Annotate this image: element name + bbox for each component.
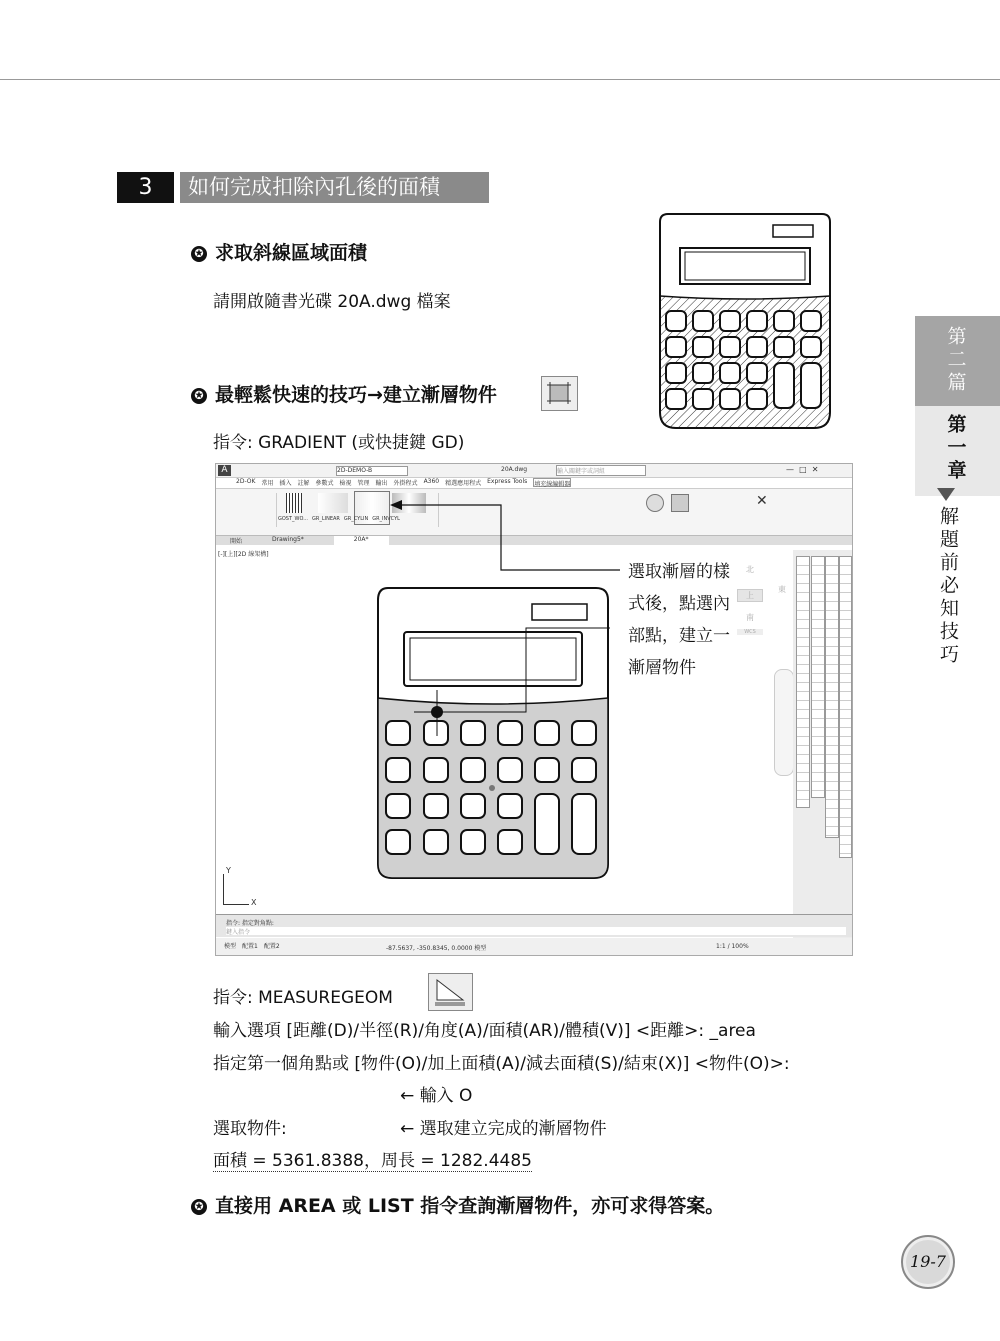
annotation-scale[interactable]: 1:1 / 100% [716, 943, 749, 950]
input-options-line: 輸入選項 [距離(D)/半徑(R)/角度(A)/面積(AR)/體積(V)] <距離>: _area [213, 1021, 756, 1041]
input-o-note: ← 輸入 O [400, 1086, 473, 1106]
select-objects-label: 選取物件: [213, 1119, 287, 1139]
heading-area-text: 求取斜線區域面積 [215, 242, 368, 264]
side-tab-part [915, 316, 1000, 406]
ribbon-tab[interactable]: 2D-OK [236, 478, 256, 485]
document-title: 20A.dwg [501, 466, 528, 473]
command-input[interactable]: 鍵入指令 [226, 927, 846, 935]
pattern-label: GR_LINEAR [311, 516, 340, 522]
ribbon-tab-active[interactable]: 填充線編輯器 [533, 478, 571, 487]
object-snap-toolbar[interactable] [825, 556, 839, 838]
viewcube-east: 東 [778, 585, 786, 594]
gradient-icon [541, 376, 578, 411]
dimension-toolbar[interactable] [839, 556, 852, 858]
ribbon-tab[interactable]: 管理 [357, 480, 370, 487]
ucs-x-label: X [251, 898, 257, 907]
ribbon-tab[interactable]: 檢視 [339, 480, 352, 487]
callout-line: 選取漸層的樣 [628, 562, 730, 582]
coordinate-readout: -87.5637, -350.8345, 0.0000 模型 [386, 945, 487, 952]
command-history: 指令: 指定對角點: [226, 920, 274, 927]
ribbon-tab[interactable]: 插入 [279, 480, 292, 487]
layout-tabs [224, 941, 280, 950]
heading-area-list-text: 直接用 AREA 或 LIST 指令查詢漸層物件，亦可求得答案。 [215, 1195, 725, 1217]
window-controls[interactable]: — □ ✕ [786, 465, 819, 474]
ribbon-tab[interactable]: A360 [423, 478, 440, 485]
open-file-line: 請開啟隨書光碟 20A.dwg 檔案 [213, 292, 451, 312]
heading-gradient-tip [191, 380, 497, 407]
viewcube-north: 北 [746, 565, 754, 574]
workspace-select-label: 2D-DEMO-B [337, 467, 373, 474]
corner-prompt-line: 指定第一個角點或 [物件(O)/加上面積(A)/減去面積(S)/結束(X)] <物件(O)>: [213, 1054, 790, 1074]
section-title: 如何完成扣除內孔後的面積 [180, 172, 489, 203]
area-result: 面積 = 5361.8388，周長 = 1282.4485 [213, 1146, 532, 1172]
star-bullet-icon: ✪ [191, 1199, 207, 1215]
callout-line: 式後，點選內 [628, 594, 730, 614]
callout-annotation [626, 556, 732, 684]
pattern-swatch-linear[interactable] [318, 493, 348, 513]
pattern-label: GR_CYLIN [343, 516, 369, 522]
star-bullet-icon: ✪ [191, 388, 207, 404]
ribbon-tab[interactable]: Express Tools [487, 478, 528, 485]
ribbon-tab[interactable]: 參數式 [315, 480, 334, 487]
side-tab-chapter-text: 第一章 [944, 414, 967, 483]
ribbon-tab[interactable]: 註解 [297, 480, 310, 487]
workspace-select[interactable] [336, 466, 408, 476]
viewcube-south: 南 [746, 613, 754, 622]
pattern-swatch-gost[interactable] [286, 493, 302, 513]
title-bar [216, 464, 852, 478]
callout-line: 漸層物件 [628, 658, 696, 678]
select-gradient-note: ← 選取建立完成的漸層物件 [400, 1119, 607, 1139]
side-tab-chapter [915, 406, 1000, 496]
ucs-x-axis [223, 904, 249, 905]
viewcube-wcs: WCS [737, 629, 763, 635]
app-menu-button[interactable]: A [218, 465, 231, 476]
ribbon-tab[interactable]: 精選應用程式 [445, 480, 482, 487]
ucs-y-axis [223, 874, 224, 904]
heading-area [191, 238, 367, 265]
section-number: 3 [117, 172, 174, 203]
ribbon-tabs [236, 478, 846, 487]
associative-icon[interactable] [671, 494, 689, 512]
viewport-label[interactable]: [-][上][2D 線架構] [218, 551, 269, 558]
search-input[interactable]: 輸入關鍵字或詞組 [556, 465, 646, 476]
side-tab-part-text: 第二篇 [944, 326, 967, 395]
heading-area-list [191, 1191, 724, 1218]
callout-line: 部點，建立一 [628, 626, 730, 646]
viewcube-top: 上 [737, 589, 763, 602]
star-bullet-icon: ✪ [191, 246, 207, 262]
hatched-calculator-figure [656, 212, 834, 432]
close-editor-icon[interactable]: ✕ [756, 493, 768, 509]
measure-command-line: 指令: MEASUREGEOM [213, 988, 393, 1008]
ribbon-tab[interactable]: 常用 [261, 480, 274, 487]
file-tab[interactable]: 開始 [230, 538, 243, 545]
ribbon-tab[interactable]: 外掛程式 [393, 480, 418, 487]
triangle-down-icon [937, 488, 955, 501]
side-topic: 解題前必知技巧 [937, 506, 959, 667]
measure-icon [428, 973, 473, 1011]
layout-tab[interactable]: 配置2 [263, 943, 280, 950]
heading-gradient-tip-text: 最輕鬆快速的技巧→建立漸層物件 [215, 384, 497, 406]
layout-tab-model[interactable]: 模型 [224, 943, 237, 950]
navigation-bar[interactable] [774, 669, 794, 776]
top-rule [0, 79, 1000, 80]
layout-tab[interactable]: 配置1 [242, 943, 258, 950]
file-tab[interactable]: Drawing5* [272, 536, 304, 543]
ucs-y-label: Y [226, 866, 231, 875]
pattern-label: GR_INVCYL [372, 516, 400, 522]
modify-toolbar[interactable] [811, 556, 825, 798]
ribbon-tab[interactable]: 輸出 [375, 480, 388, 487]
gradient-command-line: 指令: GRADIENT (或快捷鍵 GD) [213, 433, 465, 453]
page-number: 19-7 [901, 1235, 955, 1289]
command-window [216, 914, 852, 937]
status-bar [216, 938, 852, 955]
boundary-group [220, 493, 277, 527]
file-tab-active[interactable]: 20A* [334, 536, 389, 545]
callout-leader [380, 500, 640, 720]
draw-toolbar[interactable] [796, 556, 810, 808]
viewcube[interactable] [737, 564, 763, 654]
pattern-label: GOST_WO... [278, 516, 308, 522]
origin-icon[interactable] [646, 494, 664, 512]
